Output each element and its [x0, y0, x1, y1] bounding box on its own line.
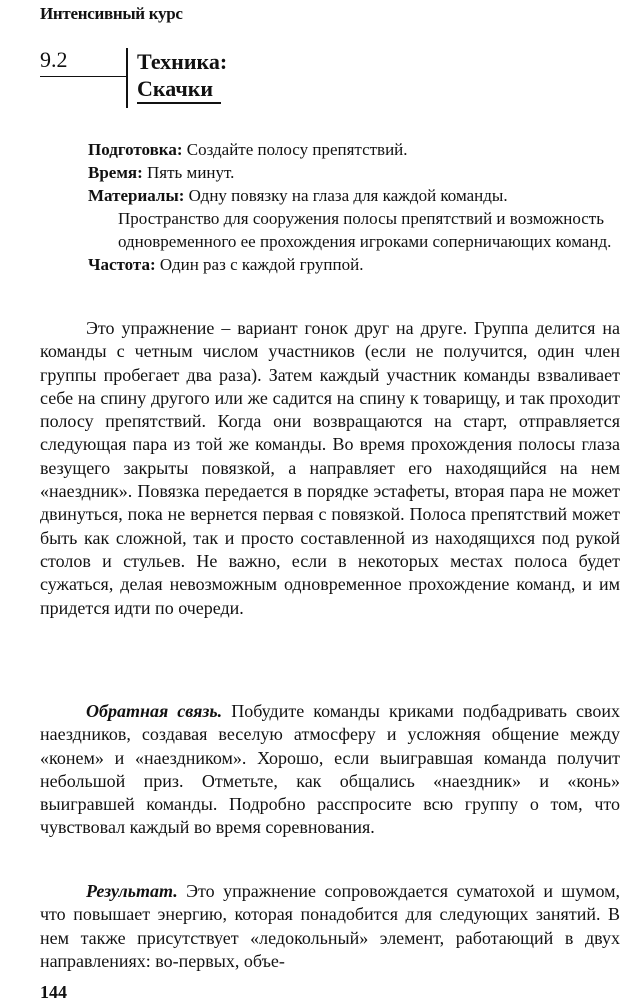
- section-title: [137, 48, 227, 104]
- materials-text: Одну повязку на глаза для каждой команды.: [188, 186, 508, 205]
- frequency-text: Один раз с каждой группой.: [159, 255, 364, 274]
- section-title-line2: Скачки: [137, 75, 221, 104]
- time-text: Пять минут.: [147, 163, 235, 182]
- result-label: Результат.: [86, 881, 178, 901]
- frequency-label: Частота:: [88, 255, 156, 274]
- preparation-text: Создайте полосу препятствий.: [186, 140, 408, 159]
- meta-materials: [88, 184, 620, 207]
- preparation-label: Подготовка:: [88, 140, 183, 159]
- meta-preparation: [88, 138, 620, 161]
- time-label: Время:: [88, 163, 143, 182]
- running-head: Интенсивный курс: [40, 4, 183, 23]
- meta-time: [88, 161, 620, 184]
- paragraph-result: [40, 880, 620, 973]
- paragraph-description: Это упражнение – вариант гонок друг на друге. Группа делится на команды с четным числом участников (если не получится, один член группы пробегает два раза). Затем каждый участник команды взваливает себе на спину другого или же садится на спину к товарищу, и так проходит полосу препятствий. Когда они возвращаются на старт, отправляется следующая пара из той же команды. Во время прохождения полосы глаза везущего закрыты повязкой, а направляет его находящийся на нем «наездник». Повязка передается в порядке эстафеты, вторая пара не может двинуться, пока не вернется первая с повязкой. Полоса препятствий может быть как сложной, так и просто составленной из находящихся под рукой столов и стульев. Не важно, если в некоторых местах полоса будет сужаться, делая невозможным одновременное прохождение команд, и им придется идти по очереди.: [40, 318, 620, 618]
- result-text: Это упражнение сопровождается суматохой и шумом, что повышает энергию, которая понадобится для следующих занятий. В нем также присутствует «ледокольный» элемент, работающий в двух направлениях: во-первых, объе-: [40, 881, 620, 971]
- meta-materials-continued: Пространство для сооружения полосы препятствий и возможность одновременного ее прохождения игроками соперничающих команд.: [118, 209, 612, 251]
- section-heading: [40, 48, 240, 110]
- section-divider: [126, 48, 128, 108]
- materials-label: Материалы:: [88, 186, 185, 205]
- exercise-meta: [88, 138, 620, 276]
- section-title-line1: Техника:: [137, 49, 228, 74]
- meta-frequency: [88, 253, 620, 276]
- page-number: 144: [40, 982, 67, 1002]
- paragraph-feedback: [40, 700, 620, 840]
- section-number: 9.2: [40, 48, 126, 77]
- feedback-label: Обратная связь.: [86, 701, 223, 721]
- feedback-text: Побудите команды криками подбадривать своих наездников, создавая веселую атмосферу и усложняя общение между «конем» и «наездником». Хорошо, если выигравшая команда получит небольшой приз. Отметьте, как общались «наездник» и «конь» выигравшей команды. Подробно расспросите всю группу о том, что чувствовал каждый во время соревнования.: [40, 701, 620, 838]
